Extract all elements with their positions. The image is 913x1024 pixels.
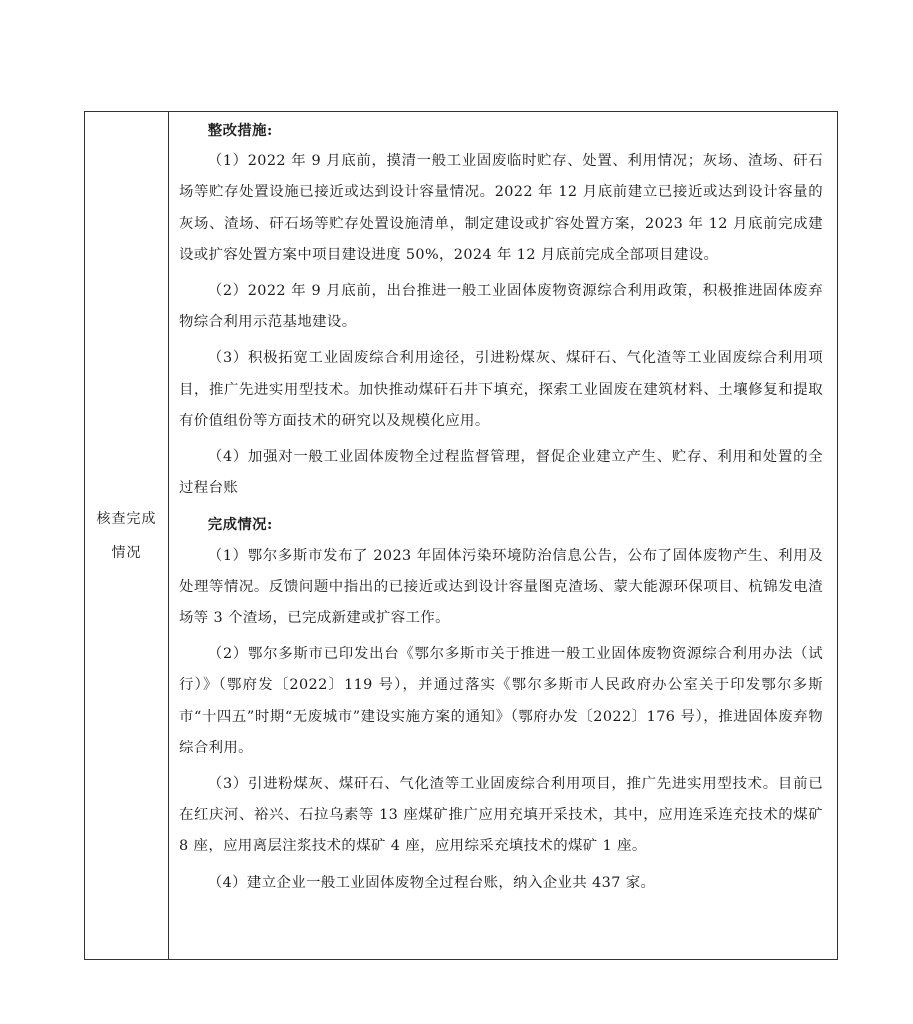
completion-item-3: （3）引进粉煤灰、煤矸石、气化渣等工业固废综合利用项目，推广先进实用型技术。目前已在红庆河、裕兴、石拉乌素等 13 座煤矿推广应用充填开采技术，其中，应用连采连充技术的煤矿 8 座，应用离层注浆技术的煤矿 4 座，应用综采充填技术的煤矿 1 座。 <box>179 776 823 855</box>
measures-heading: 整改措施: <box>207 122 273 139</box>
content-cell <box>169 112 837 959</box>
measure-item-1: （1）2022 年 9 月底前，摸清一般工业固废临时贮存、处置、利用情况；灰场、渣场、矸石场等贮存处置设施已接近或达到设计容量情况。2022 年 12 月底前建立已接近或达到设计容量的灰场、渣场、矸石场等贮存处置设施清单，制定建设或扩容处置方案，2023 年 12 月底前完成建设或扩容处置方案中项目建设进度 50%，2024 年 12 月底前完成全部项目建设。 <box>179 153 823 263</box>
row-label-line2: 情况 <box>111 544 142 561</box>
measure-item-2: （2）2022 年 9 月底前，出台推进一般工业固体废物资源综合利用政策，积极推进固体废弃物综合利用示范基地建设。 <box>179 283 823 331</box>
row-label-line1: 核查完成 <box>96 510 157 527</box>
completion-item-2: （2）鄂尔多斯市已印发出台《鄂尔多斯市关于推进一般工业固体废物资源综合利用办法（试行）》（鄂府发〔2022〕119 号），并通过落实《鄂尔多斯市人民政府办公室关于印发鄂尔多斯市“十四五”时期“无废城市”建设实施方案的通知》（鄂府办发〔2022〕176 号），推进固体废弃物综合利用。 <box>179 646 823 756</box>
completion-item-4: （4）建立企业一般工业固体废物全过程台账，纳入企业共 437 家。 <box>207 874 656 891</box>
row-label-cell <box>85 112 169 959</box>
measure-item-3: （3）积极拓宽工业固废综合利用途径，引进粉煤灰、煤矸石、气化渣等工业固废综合利用项目，推广先进实用型技术。加快推动煤矸石井下填充，探索工业固废在建筑材料、土壤修复和提取有价值组份等方面技术的研究以及规模化应用。 <box>179 350 823 429</box>
verification-table <box>84 111 838 960</box>
completion-item-1: （1）鄂尔多斯市发布了 2023 年固体污染环境防治信息公告，公布了固体废物产生、利用及处理等情况。反馈问题中指出的已接近或达到设计容量图克渣场、蒙大能源环保项目、杭锦发电渣场等 3 个渣场，已完成新建或扩容工作。 <box>179 547 823 627</box>
measure-item-4: （4）加强对一般工业固体废物全过程监督管理，督促企业建立产生、贮存、利用和处置的全过程台账 <box>179 449 823 497</box>
completion-heading: 完成情况: <box>207 516 273 534</box>
